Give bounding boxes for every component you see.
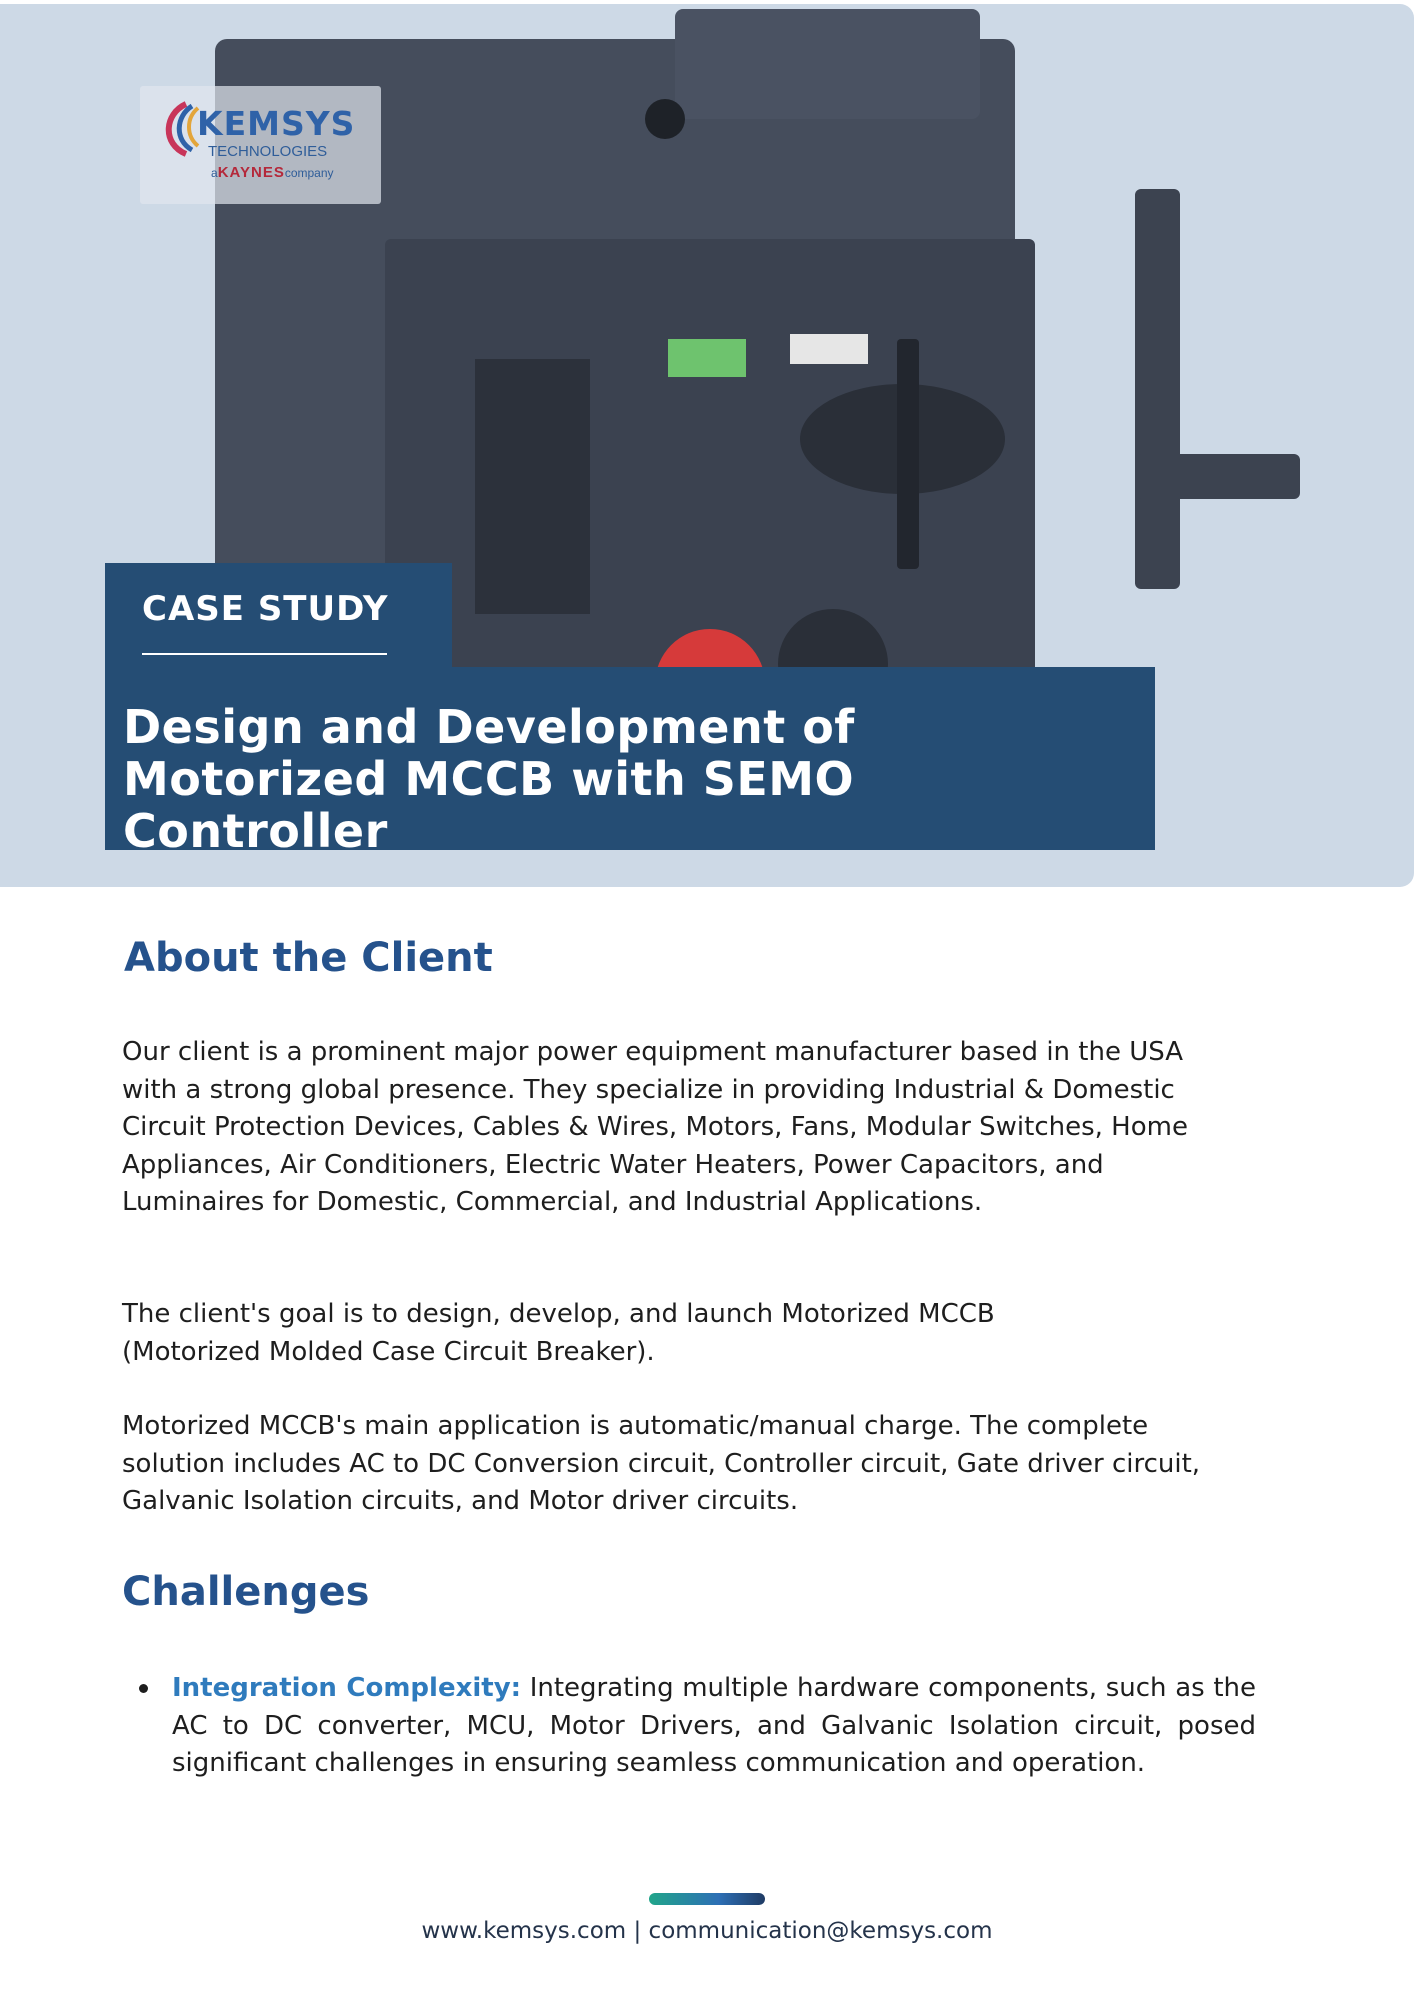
kemsys-logo: KEMSYS TECHNOLOGIES aKAYNEScompany — [140, 86, 381, 204]
case-study-label: CASE STUDY — [105, 563, 452, 673]
challenges-heading: Challenges — [122, 1569, 370, 1615]
title-box — [105, 667, 1155, 858]
about-paragraph-1: Our client is a prominent major power equipment manufacturer based in the USA with a strong global presence. They specialize in providing Industrial & Domestic Circuit Protection Devices, Cables & Wires, Motors, Fans, Modular Switches, Home Appliances, Air Conditioners, Electric Water Heaters, Power Capacitors, and Luminaires for Domestic, Commercial, and Industrial Applications. — [122, 1037, 1188, 1217]
page-title: Design and Development of Motorized MCCB with SEMO Controller — [123, 700, 855, 858]
footer-accent-bar — [649, 1893, 765, 1905]
about-paragraph-3: Motorized MCCB's main application is automatic/manual charge. The complete solution includes AC to DC Conversion circuit, Controller circuit, Gate driver circuit, Galvanic Isolation circuits, and Motor driver circuits. — [122, 1411, 1201, 1516]
challenge-item: Integration Complexity: Integrating multiple hardware components, such as the AC to DC converter, MCU, Motor Drivers, and Galvanic Isolation circuit, posed significant challenges in ensuring seamless communication and operation. — [172, 1673, 1256, 1778]
footer-contact: www.kemsys.com | communication@kemsys.com — [421, 1918, 993, 1944]
about-heading: About the Client — [124, 935, 493, 981]
about-paragraph-2: The client's goal is to design, develop, and launch Motorized MCCB (Motorized Molded Case Circuit Breaker). — [122, 1299, 995, 1367]
underline — [142, 653, 387, 655]
bullet-icon — [139, 1684, 148, 1693]
